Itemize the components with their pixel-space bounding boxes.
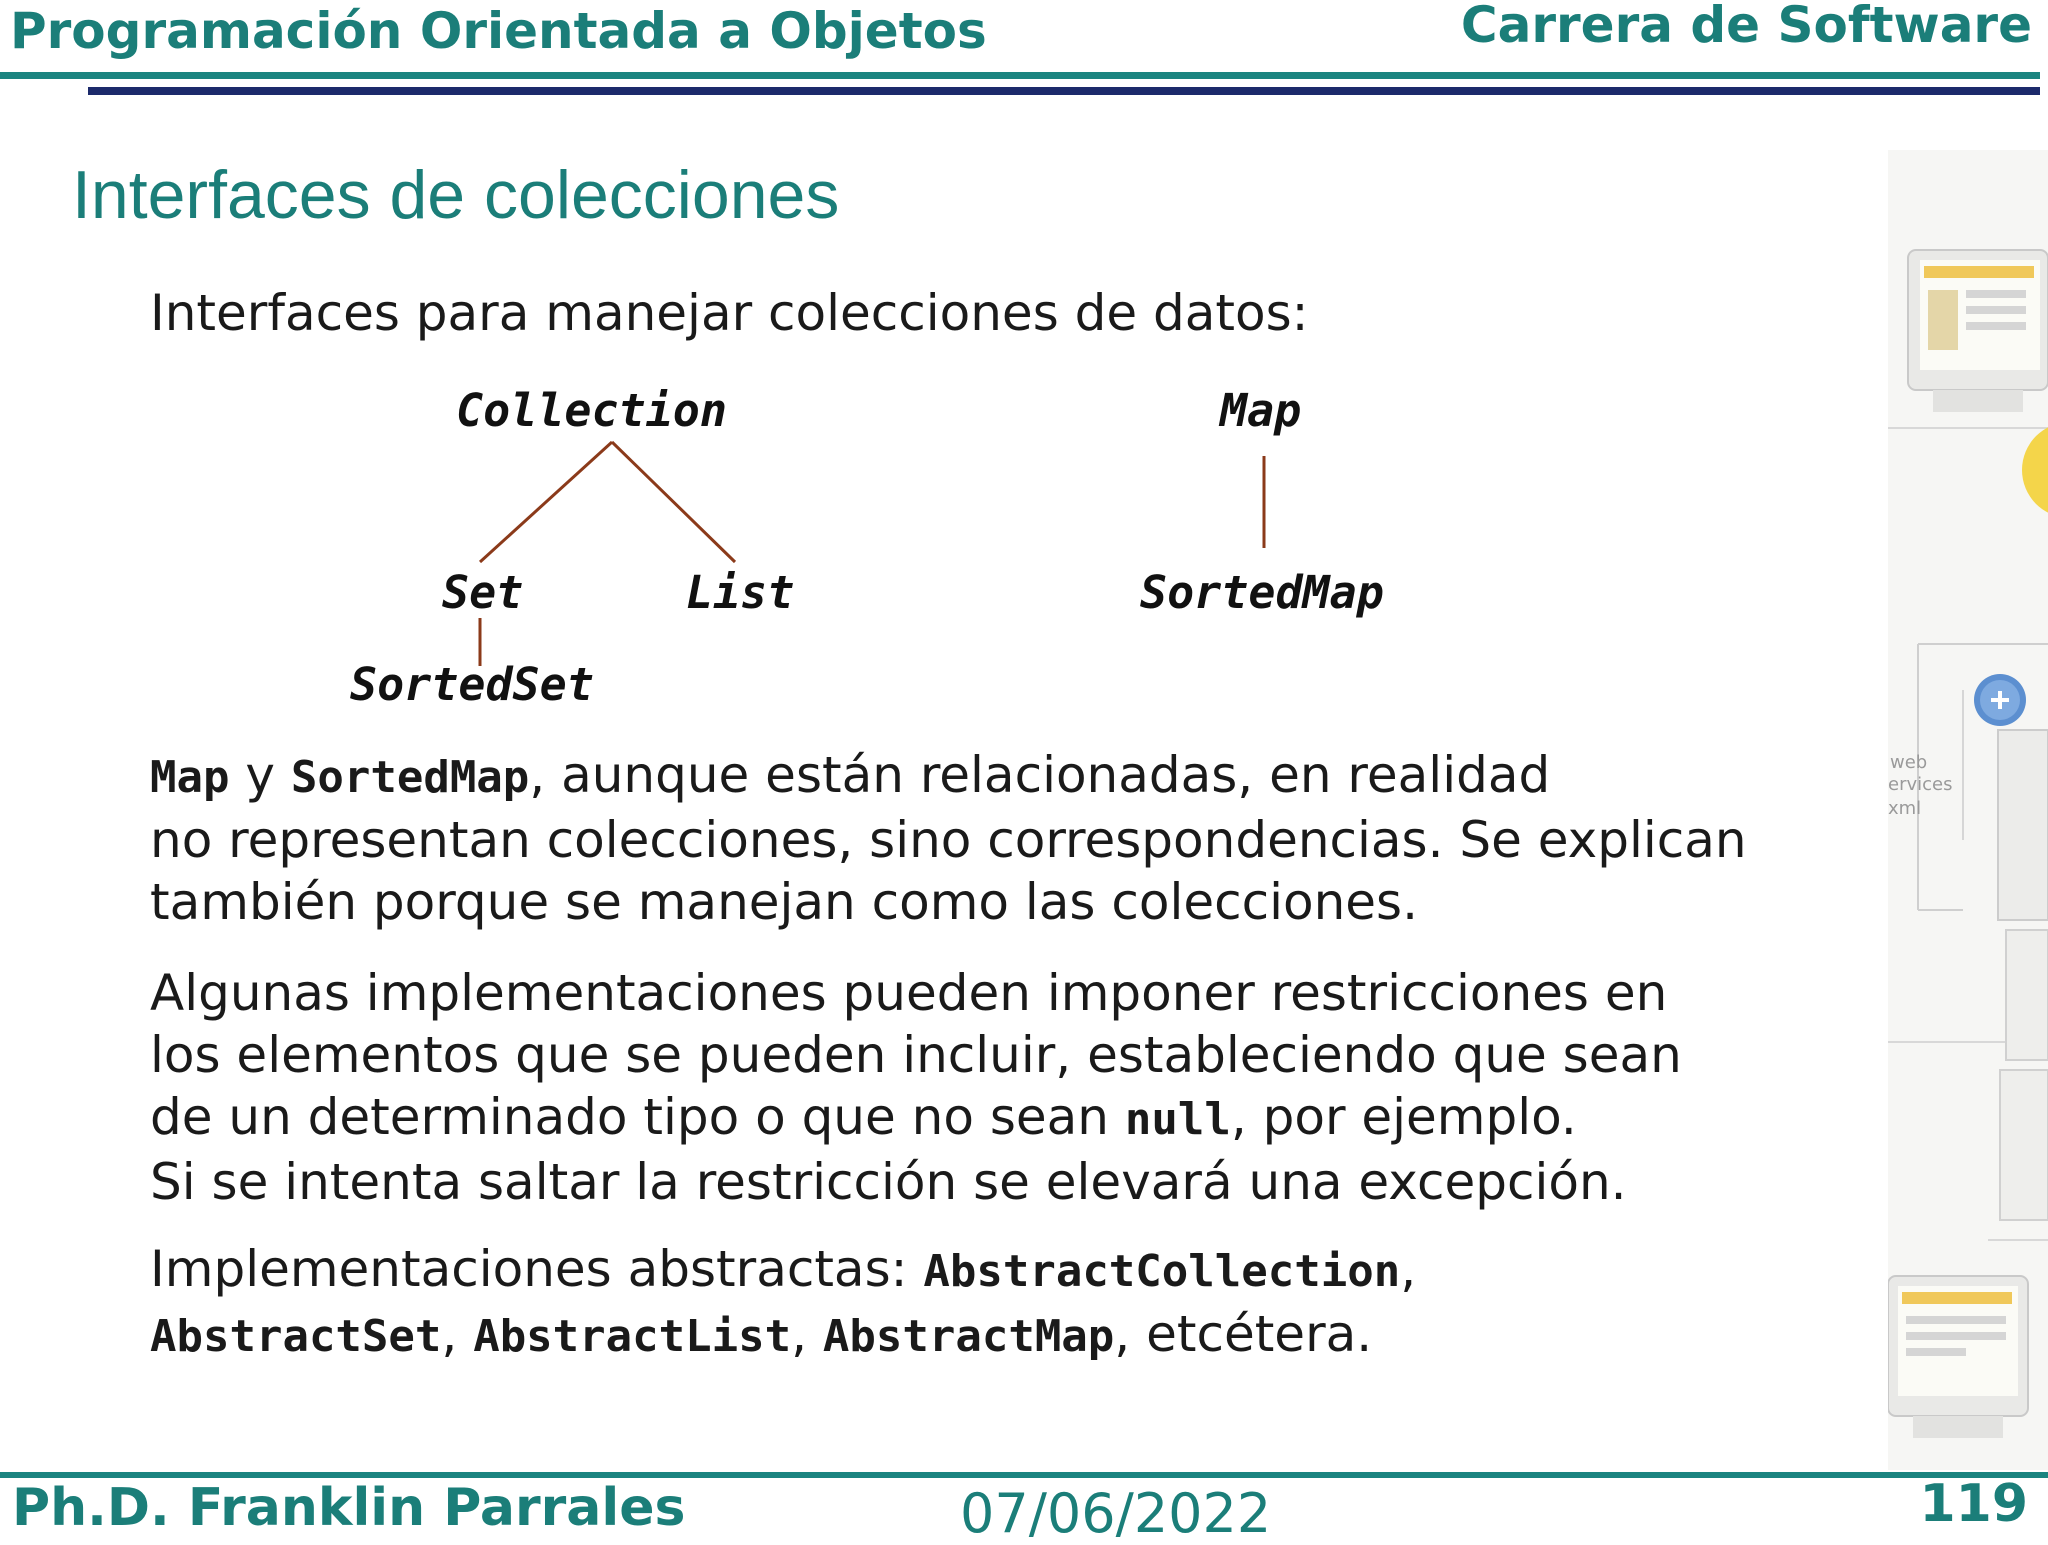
abstract-sep-2: ,: [441, 1305, 474, 1363]
paragraph-maps: [150, 744, 1747, 933]
slide-intro: Interfaces para manejar colecciones de datos:: [150, 284, 1309, 342]
side-decoration-image: [1888, 150, 2048, 1470]
restrictions-line-3: [150, 1086, 1682, 1151]
edge-collection-set: [480, 442, 612, 562]
page-number: 119: [1919, 1474, 2028, 1534]
paragraph-abstract: [150, 1238, 1416, 1368]
side-label-xml: xml: [1888, 798, 1922, 819]
node-map: Map: [1220, 384, 1302, 437]
abstract-sep-1: ,: [1400, 1240, 1417, 1298]
restrictions-line-4: Si se intenta saltar la restricción se elevará una excepción.: [150, 1153, 1627, 1211]
code-map: Map: [150, 752, 230, 803]
paragraph-maps-line-1: [150, 744, 1747, 809]
code-sortedmap: SortedMap: [290, 752, 530, 803]
hierarchy-lines: [0, 0, 2048, 760]
career-title: Carrera de Software: [1460, 0, 2032, 54]
text-y: y: [229, 746, 291, 804]
restrictions-line-3-post: , por ejemplo.: [1230, 1088, 1577, 1146]
node-list: List: [686, 566, 795, 619]
abstract-line-2: [150, 1303, 1416, 1368]
abstract-sep-3: ,: [791, 1305, 823, 1363]
paragraph-maps-line-2: no representan colecciones, sino correspondencias. Se explican: [150, 811, 1747, 869]
code-abstractset: AbstractSet: [150, 1311, 442, 1362]
text-related: , aunque están relacionadas, en realidad: [529, 746, 1551, 804]
restrictions-line-2: los elementos que se pueden incluir, estableciendo que sean: [150, 1026, 1682, 1084]
paragraph-restrictions: [150, 962, 1682, 1213]
node-sortedset: SortedSet: [350, 658, 594, 711]
course-title: Programación Orientada a Objetos: [10, 2, 987, 60]
slide-title: Interfaces de colecciones: [72, 157, 840, 233]
footer-author: Ph.D. Franklin Parrales: [12, 1478, 686, 1538]
side-label-services: ervices: [1888, 774, 1953, 795]
abstract-pre: Implementaciones abstractas:: [150, 1240, 924, 1298]
node-collection: Collection: [456, 384, 727, 437]
restrictions-line-1: Algunas implementaciones pueden imponer restricciones en: [150, 964, 1668, 1022]
code-abstractcollection: AbstractCollection: [923, 1246, 1401, 1297]
edge-collection-list: [612, 442, 735, 562]
abstract-post: , etcétera.: [1114, 1305, 1373, 1363]
node-set: Set: [442, 566, 524, 619]
code-abstractlist: AbstractList: [473, 1311, 792, 1362]
footer-date: 07/06/2022: [960, 1482, 1272, 1545]
restrictions-line-3-pre: de un determinado tipo o que no sean: [150, 1088, 1125, 1146]
paragraph-maps-line-3: también porque se manejan como las colecciones.: [150, 873, 1418, 931]
code-null: null: [1124, 1094, 1231, 1145]
code-abstractmap: AbstractMap: [822, 1311, 1115, 1362]
side-label-web: web: [1890, 752, 1928, 773]
abstract-line-1: [150, 1238, 1416, 1303]
node-sortedmap: SortedMap: [1140, 566, 1384, 619]
